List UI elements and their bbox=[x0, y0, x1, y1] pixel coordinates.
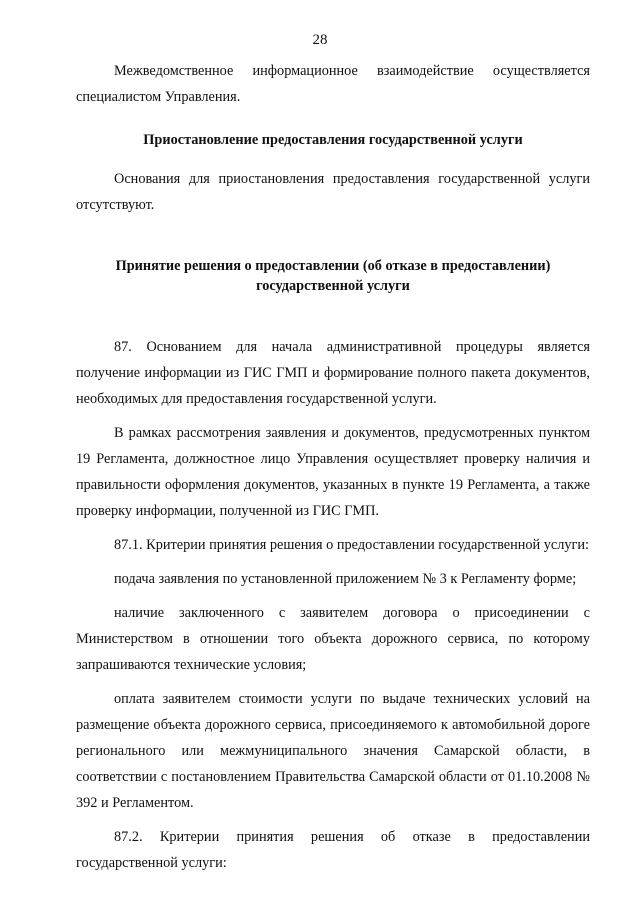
heading-suspension: Приостановление предоставления государственной услуги bbox=[143, 132, 523, 148]
paragraph-87-2: 87.2. Критерии принятия решения об отказе в предоставлении государственной услуги: bbox=[76, 829, 590, 871]
heading-decision: Принятие решения о предоставлении (об отказе в предоставлении) государственной услуги bbox=[115, 258, 551, 294]
document-body bbox=[76, 58, 590, 876]
criterion-application-form: подача заявления по установленной приложением № 3 к Регламенту форме; bbox=[114, 571, 577, 587]
criterion-payment: оплата заявителем стоимости услуги по выдаче технических условий на размещение объекта дорожного сервиса, присоединяемого к автомобильной дороге регионального или межмуниципального значения Самарской области, в соответствии с постановлением Правительства Самарской области от 01.10.2008 № 392 и Регламентом. bbox=[76, 691, 590, 811]
paragraph-suspension-grounds: Основания для приостановления предоставления государственной услуги отсутствуют. bbox=[76, 171, 590, 213]
paragraph-87-1: 87.1. Критерии принятия решения о предоставлении государственной услуги: bbox=[114, 537, 590, 553]
paragraph-87: 87. Основанием для начала административной процедуры является получение информации из ГИС ГМП и формирование полного пакета документов, необходимых для предоставления государственной услуги. bbox=[76, 339, 590, 407]
page-number: 28 bbox=[312, 32, 328, 48]
paragraph-review-documents: В рамках рассмотрения заявления и документов, предусмотренных пунктом 19 Регламента, должностное лицо Управления осуществляет проверку наличия и правильности оформления документов, указанных в пункте 19 Регламента, а также проверку информации, полученной из ГИС ГМП. bbox=[76, 425, 590, 519]
criterion-contract: наличие заключенного с заявителем договора о присоединении с Министерством в отношении того объекта дорожного сервиса, по которому запрашиваются технические условия; bbox=[76, 605, 590, 673]
paragraph-interagency-interaction: Межведомственное информационное взаимодействие осуществляется специалистом Управления. bbox=[76, 63, 590, 105]
